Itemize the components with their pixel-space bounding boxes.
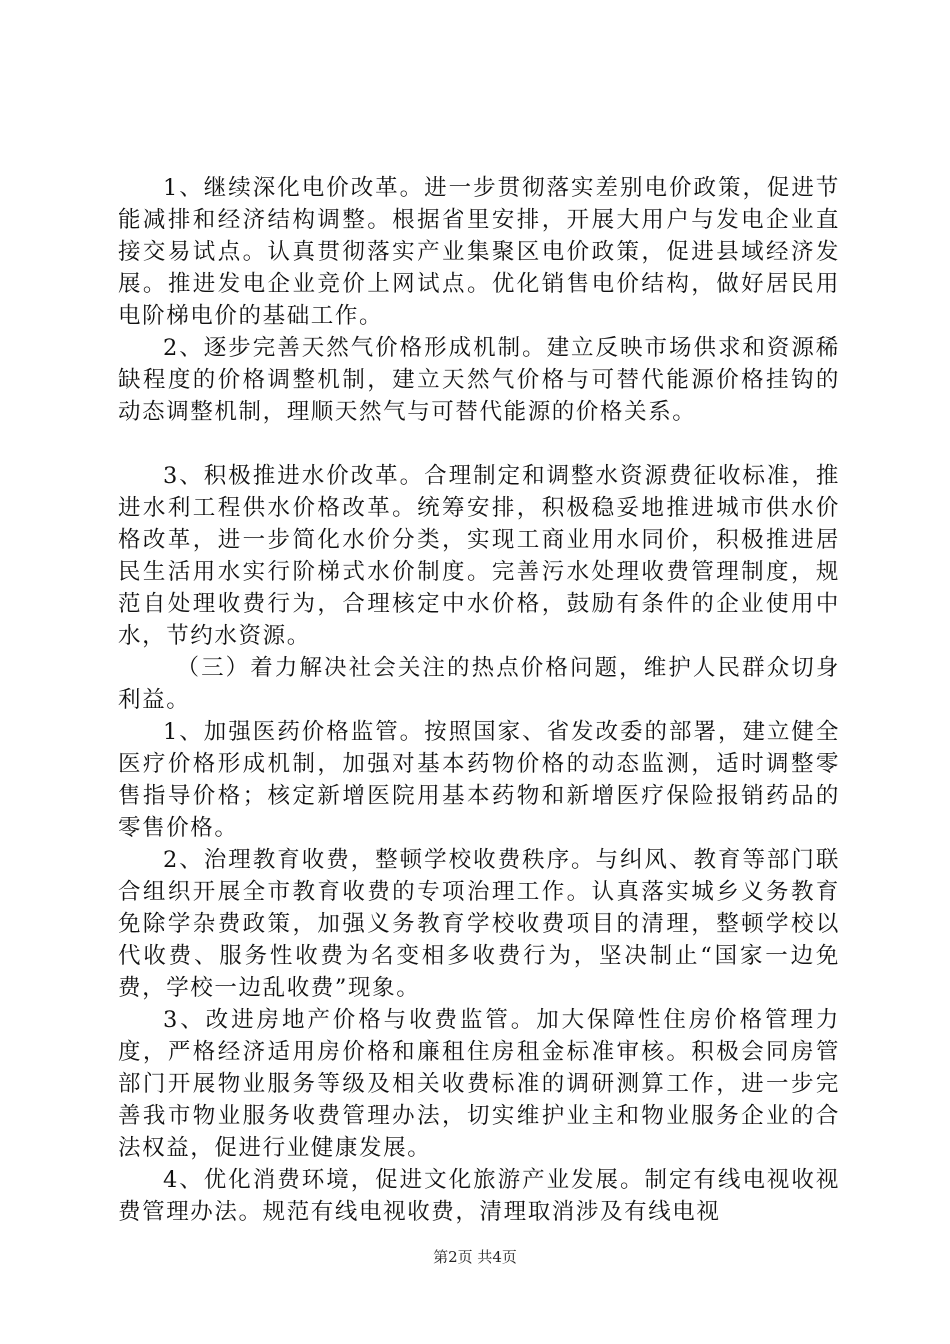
page-number-footer: 第2页 共4页	[433, 1248, 517, 1266]
document-body	[118, 172, 840, 1228]
paragraph-water-price-reform: 3、积极推进水价改革。合理制定和调整水资源费征收标准，推进水利工程供水价格改革。统筹安排，积极稳妥地推进城市供水价格改革，进一步简化水价分类，实现工商业用水同价，积极推进居民生活用水实行阶梯式水价制度。完善污水处理收费管理制度，规范自处理收费行为，合理核定中水价格，鼓励有条件的企业使用中水，节约水资源。	[118, 463, 840, 649]
paragraph-consumer-environment: 4、优化消费环境，促进文化旅游产业发展。制定有线电视收视费管理办法。规范有线电视收费，清理取消涉及有线电视	[118, 1167, 840, 1225]
section-heading-hot-price-issues: （三）着力解决社会关注的热点价格问题，维护人民群众切身利益。	[118, 655, 840, 713]
paragraph-education-fees: 2、治理教育收费，整顿学校收费秩序。与纠风、教育等部门联合组织开展全市教育收费的专项治理工作。认真落实城乡义务教育免除学杂费政策，加强义务教育学校收费项目的清理，整顿学校以代收费、服务性收费为名变相多收费行为，坚决制止“国家一边免费，学校一边乱收费”现象。	[118, 847, 840, 1001]
paragraph-natural-gas-pricing: 2、逐步完善天然气价格形成机制。建立反映市场供求和资源稀缺程度的价格调整机制，建立天然气价格与可替代能源价格挂钩的动态调整机制，理顺天然气与可替代能源的价格关系。	[118, 335, 840, 425]
paragraph-real-estate-pricing: 3、改进房地产价格与收费监管。加大保障性住房价格管理力度，严格经济适用房价格和廉租住房租金标准审核。积极会同房管部门开展物业服务等级及相关收费标准的调研测算工作，进一步完善我市物业服务收费管理办法，切实维护业主和物业服务企业的合法权益，促进行业健康发展。	[118, 1007, 840, 1161]
paragraph-medical-price-supervision: 1、加强医药价格监管。按照国家、省发改委的部署，建立健全医疗价格形成机制，加强对基本药物价格的动态监测，适时调整零售指导价格；核定新增医院用基本药物和新增医疗保险报销药品的零售价格。	[118, 719, 840, 841]
paragraph-electricity-reform: 1、继续深化电价改革。进一步贯彻落实差别电价政策，促进节能减排和经济结构调整。根据省里安排，开展大用户与发电企业直接交易试点。认真贯彻落实产业集聚区电价政策，促进县域经济发展。推进发电企业竞价上网试点。优化销售电价结构，做好居民用电阶梯电价的基础工作。	[118, 175, 840, 329]
